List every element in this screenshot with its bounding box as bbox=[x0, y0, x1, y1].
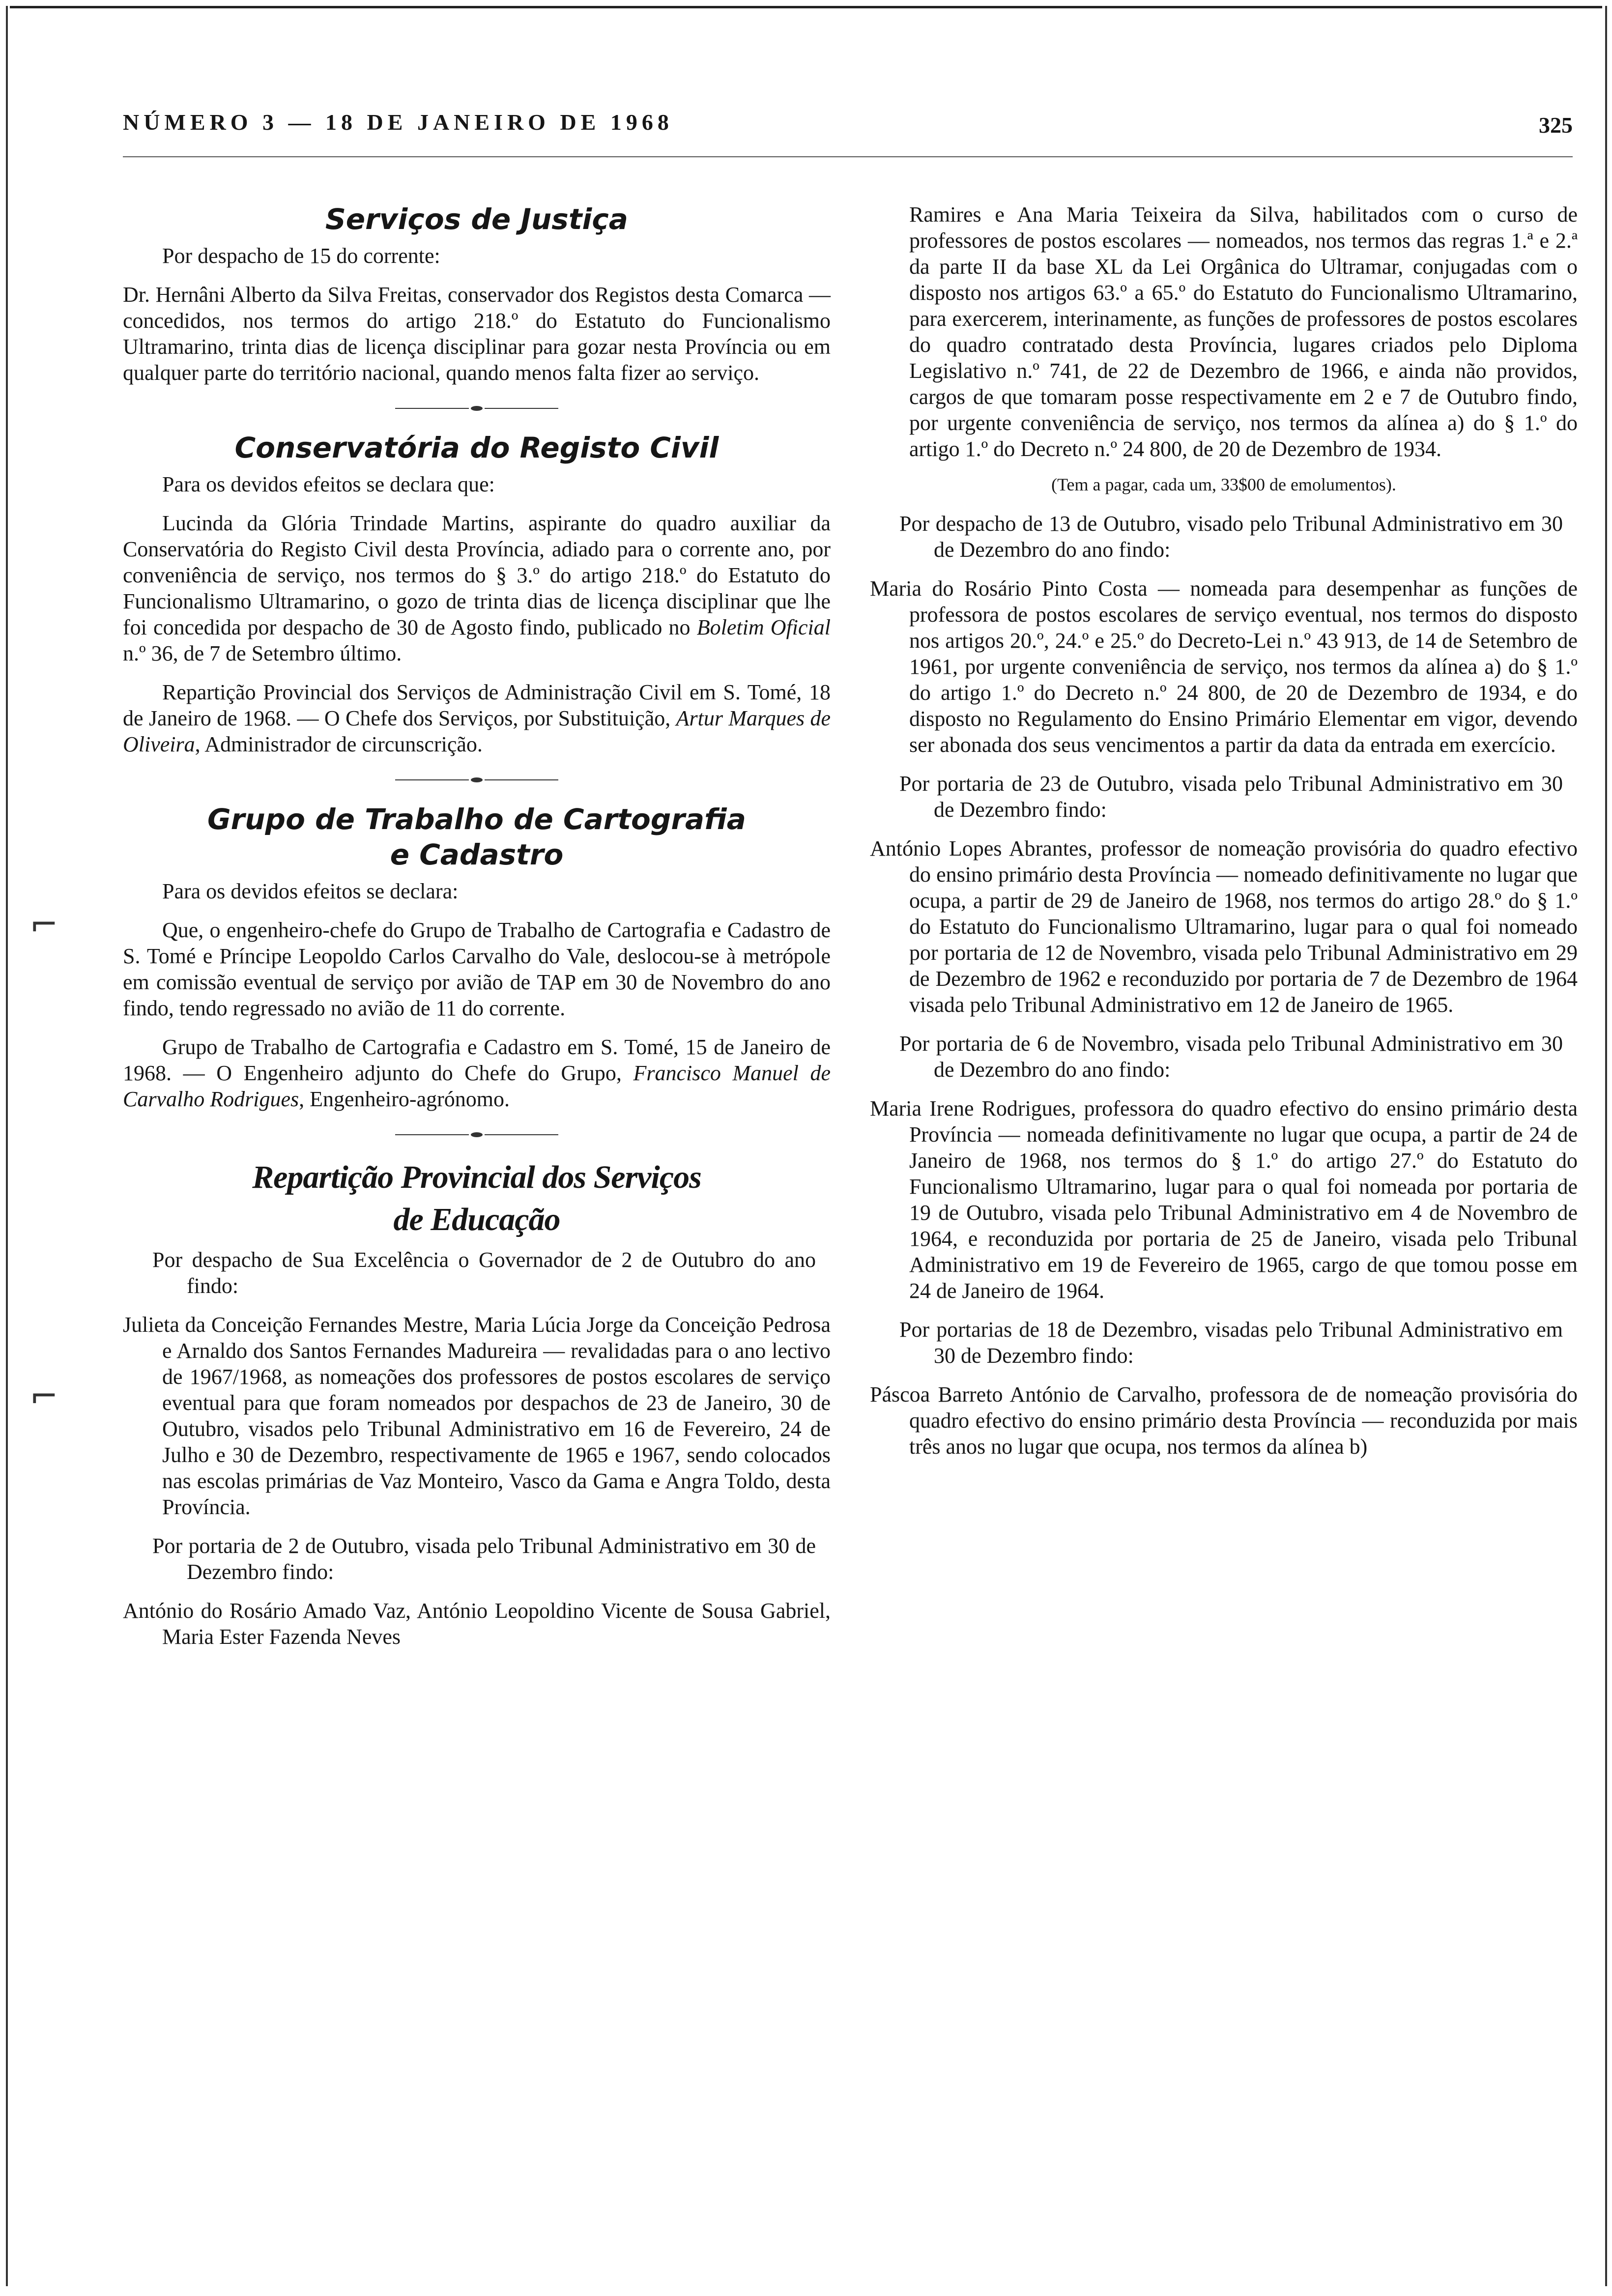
signature-paragraph: Grupo de Trabalho de Cartografia e Cadastro em S. Tomé, 15 de Janeiro de 1968. — O Engenheiro adjunto do Chefe do Grupo, Francisco Manuel de Carvalho Rodrigues, Engenheiro-agrónomo. bbox=[123, 1035, 831, 1111]
page-header bbox=[123, 109, 1573, 148]
body-paragraph: Dr. Hernâni Alberto da Silva Freitas, conservador dos Registos desta Comarca — concedidos, nos termos do artigo 218.º do Estatuto do Funcionalismo Ultramarino, trinta dias de licença disciplinar para gozar nesta Província ou em qualquer parte do território nacional, quando menos falta fizer ao serviço. bbox=[123, 283, 831, 385]
header-rule bbox=[123, 156, 1573, 157]
body-paragraph: Maria Irene Rodrigues, professora do quadro efectivo do ensino primário desta Província — nomeada definitivamente no lugar que ocupa, a partir de 24 de Janeiro de 1968, nos termos do § 1.º do artigo 27.º do Estatuto do Funcionalismo Ultramarino, lugar para o qual foi nomeada por portaria de 19 de Outubro, visada pelo Tribunal Administrativo em 4 de Novembro de 1964, e reconduzida por portaria de 25 de Janeiro, visada pelo Tribunal Administrativo em 19 de Fevereiro de 1965, cargo de que tomou posse em 24 de Janeiro de 1964. bbox=[870, 1096, 1578, 1303]
body-paragraph: Maria do Rosário Pinto Costa — nomeada para desempenhar as funções de professora de postos escolares de serviço eventual, nos termos do disposto nos artigos 20.º, 24.º e 25.º do Decreto-Lei n.º 43 913, de 14 de Setembro de 1961, por urgente conveniência de serviço, nos termos da alínea a) do § 1.º do artigo 1.º do Decreto n.º 24 800, de 20 de Dezembro de 1934, e do disposto no Regulamento do Ensino Primário Elementar em vigor, devendo ser abonada dos seus vencimentos a partir da data da entrada em exercício. bbox=[870, 576, 1578, 757]
section-separator bbox=[123, 771, 831, 787]
portaria-paragraph: Por portaria de 23 de Outubro, visada pelo Tribunal Administrativo em 30 de Dezembro findo: bbox=[899, 772, 1563, 822]
intro-paragraph: Por despacho de 15 do corrente: bbox=[162, 244, 440, 268]
section-educacao bbox=[123, 1156, 831, 1650]
body-paragraph: Lucinda da Glória Trindade Martins, aspirante do quadro auxiliar da Conservatória do Registo Civil desta Província, adiado para o corrente ano, por conveniência de serviço, nos termos do § 3.º do artigo 218.º do Estatuto do Funcionalismo Ultramarino, o gozo de trinta dias de licença disciplinar que lhe foi concedida por despacho de 30 de Agosto findo, publicado no Boletim Oficial n.º 36, de 7 de Setembro último. bbox=[123, 511, 831, 665]
section-heading: Serviços de Justiça bbox=[325, 202, 628, 236]
margin-pen-mark: ⌐ bbox=[29, 904, 58, 945]
intro-paragraph: Para os devidos efeitos se declara: bbox=[162, 879, 459, 903]
section-conservatoria bbox=[123, 430, 831, 757]
margin-pen-mark: ⌐ bbox=[29, 1376, 58, 1416]
section-heading: Grupo de Trabalho de Cartografia e Cadastro bbox=[207, 803, 746, 871]
left-column bbox=[123, 201, 831, 1663]
section-separator bbox=[123, 1126, 831, 1142]
body-paragraph: Julieta da Conceição Fernandes Mestre, Maria Lúcia Jorge da Conceição Pedrosa e Arnaldo dos Santos Fernandes Madureira — revalidadas para o ano lectivo de 1967/1968, as nomeações dos professores de postos escolares de serviço eventual para que foram nomeados por despachos de 23 de Janeiro, 30 de Outubro, visados pelo Tribunal Administrativo em 16 de Fevereiro, 24 de Julho e 30 de Dezembro, respectivamente de 1965 e 1967, sendo colocados nas escolas primárias de Vaz Monteiro, Vasco da Gama e Angra Toldo, desta Província. bbox=[123, 1313, 831, 1519]
continued-paragraph: Ramires e Ana Maria Teixeira da Silva, habilitados com o curso de professores de postos escolares — nomeados, nos termos das regras 1.ª e 2.ª da parte II da base XL da Lei Orgânica do Ultramar, conjugadas com o disposto nos artigos 63.º a 65.º do Estatuto do Funcionalismo Ultramarino, para exercerem, interinamente, as funções de professores de postos escolares do quadro contratado desta Província, lugares criados pelo Diploma Legislativo n.º 741, de 22 de Dezembro de 1966, e ainda não providos, cargos de que tomaram posse respectivamente em 2 e 7 de Outubro findo, por urgente conveniência de serviço, nos termos da alínea a) do § 1.º do artigo 1.º do Decreto n.º 24 800, de 20 de Dezembro de 1934. bbox=[909, 202, 1578, 461]
section-servicos-justica bbox=[123, 201, 831, 386]
portaria-paragraph: Por portaria de 2 de Outubro, visada pelo Tribunal Administrativo em 30 de Dezembro findo: bbox=[152, 1534, 816, 1584]
portaria-paragraph: Por portaria de 6 de Novembro, visada pelo Tribunal Administrativo em 30 de Dezembro do ano findo: bbox=[899, 1032, 1563, 1082]
body-paragraph: António do Rosário Amado Vaz, António Leopoldino Vicente de Sousa Gabriel, Maria Ester Fazenda Neves bbox=[123, 1599, 831, 1649]
right-border-rule bbox=[1605, 6, 1607, 2286]
signature-paragraph: Repartição Provincial dos Serviços de Administração Civil em S. Tomé, 18 de Janeiro de 1968. — O Chefe dos Serviços, por Substituição, Artur Marques de Oliveira, Administrador de circunscrição. bbox=[123, 680, 831, 756]
section-separator bbox=[123, 400, 831, 415]
body-paragraph: Que, o engenheiro-chefe do Grupo de Trabalho de Cartografia e Cadastro de S. Tomé e Príncipe Leopoldo Carlos Carvalho do Vale, deslocou-se à metrópole em comissão eventual de serviço por avião de TAP em 30 de Novembro do ano findo, tendo regressado no avião de 11 do corrente. bbox=[123, 918, 831, 1020]
top-border-rule bbox=[10, 6, 1602, 8]
right-column bbox=[870, 201, 1578, 1472]
page-number: 325 bbox=[1539, 113, 1573, 138]
despacho-paragraph: Por despacho de 13 de Outubro, visado pelo Tribunal Administrativo em 30 de Dezembro do ano findo: bbox=[899, 512, 1563, 562]
section-heading: Conservatória do Registo Civil bbox=[234, 431, 719, 464]
running-title: NÚMERO 3 — 18 DE JANEIRO DE 1968 bbox=[123, 110, 673, 135]
portaria-paragraph: Por portarias de 18 de Dezembro, visadas pelo Tribunal Administrativo em 30 de Dezembro findo: bbox=[899, 1318, 1563, 1368]
body-paragraph: Páscoa Barreto António de Carvalho, professora de de nomeação provisória do quadro efectivo do ensino primário desta Província — reconduzida por mais três anos no lugar que ocupa, nos termos da alínea b) bbox=[870, 1382, 1578, 1459]
section-cartografia bbox=[123, 802, 831, 1112]
intro-paragraph: Para os devidos efeitos se declara que: bbox=[162, 472, 495, 496]
left-border-rule bbox=[6, 6, 8, 2286]
body-paragraph: António Lopes Abrantes, professor de nomeação provisória do quadro efectivo do ensino primário desta Província — nomeado definitivamente no lugar que ocupa, a partir de 29 de Janeiro de 1968, nos termos do artigo 28.º do § 1.º do Estatuto do Funcionalismo Ultramarino, lugar para o qual foi nomeado por portaria de 12 de Novembro, visada pelo Tribunal Administrativo em 29 de Dezembro de 1962 e reconduzido por portaria de 7 de Dezembro de 1964 visada pelo Tribunal Administrativo em 12 de Janeiro de 1965. bbox=[870, 836, 1578, 1017]
despacho-paragraph: Por despacho de Sua Excelência o Governador de 2 de Outubro do ano findo: bbox=[152, 1248, 816, 1298]
section-heading: Repartição Provincial dos Serviços de Educação bbox=[252, 1159, 701, 1237]
emolument-note: (Tem a pagar, cada um, 33$00 de emolumentos). bbox=[1051, 475, 1396, 494]
